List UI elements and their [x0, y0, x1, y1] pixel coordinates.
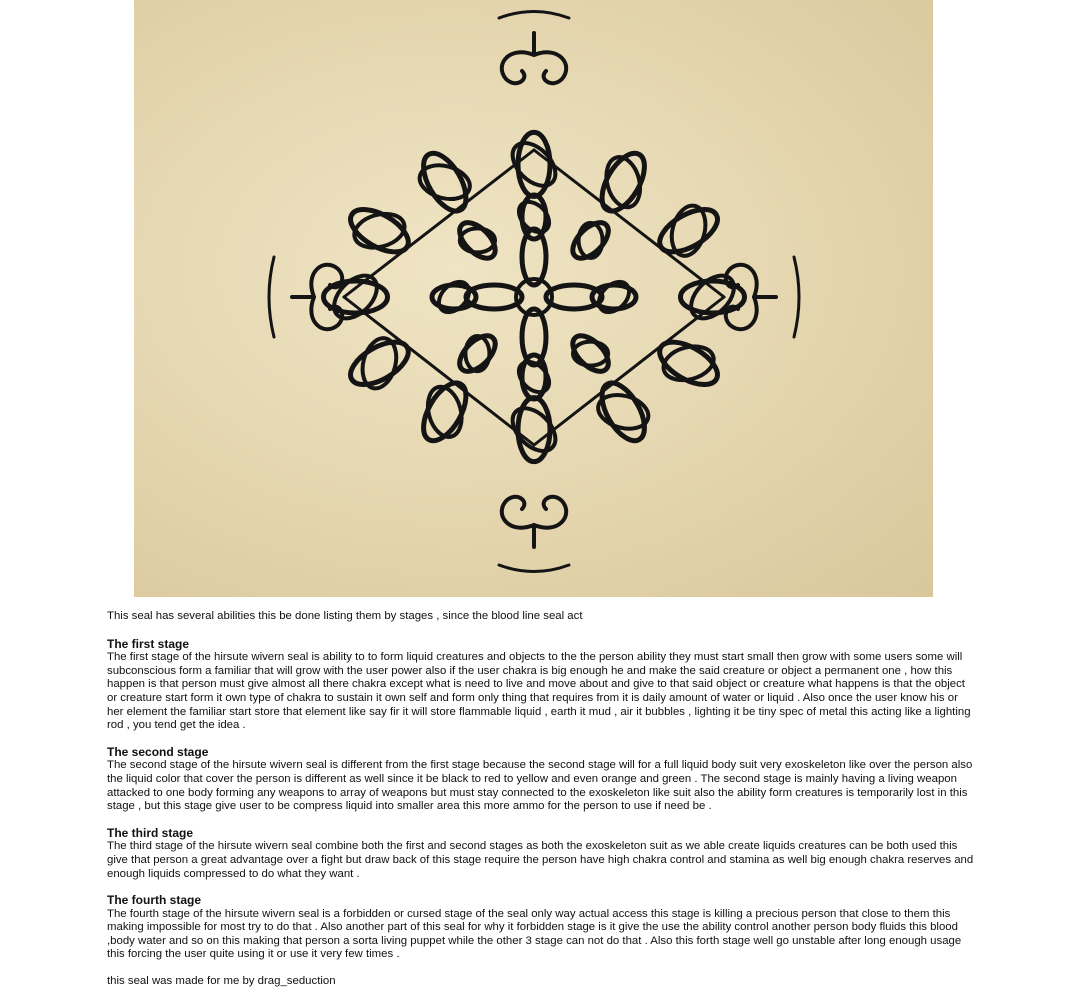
seal-tip-mark	[499, 12, 569, 19]
seal-description	[107, 610, 977, 989]
seal-knot-loop	[326, 268, 385, 327]
stage-heading: The second stage	[107, 744, 209, 759]
seal-knot-loop	[423, 383, 467, 441]
stage-heading: The first stage	[107, 636, 190, 651]
seal-knot-loop	[513, 196, 555, 238]
seal-drawing	[134, 0, 933, 597]
seal-knot-loop	[505, 135, 564, 194]
credit-line: this seal was made for me by drag_seduction	[107, 975, 336, 988]
seal-frame-line	[534, 150, 724, 297]
seal-knot-loop	[593, 376, 653, 447]
stage-section	[107, 894, 977, 962]
seal-knot-loop	[415, 146, 475, 217]
seal-tip-mark	[269, 257, 274, 337]
stage-section	[107, 827, 977, 881]
seal-ornament-group	[269, 12, 799, 572]
stage-section	[107, 746, 977, 814]
stage-body: The fourth stage of the hirsute wivern seal is a forbidden or cursed stage of the seal only way actual access this stage is killing a precious person that close to them this making impossible for most try to do that . Also another part of this seal for why it forbidden stage is it give the use the ability control another person body fluids this blood ,body water and so on this making that person a sorta living puppet while the other 3 stage can not do that . Also this forth stage well go unstable after long enough usage this forcing the user quite using it or use it very few times .	[107, 907, 962, 961]
intro-text: This seal has several abilities this be done listing them by stages , since the blood line seal act	[107, 610, 583, 622]
seal-knot-loop	[351, 209, 409, 253]
seal-scroll-flourish	[502, 497, 566, 547]
stage-body: The third stage of the hirsute wivern seal combine both the first and second stages as both the exoskeleton suit as we able create liquids creatures can be both used this give that person a great advantage over a fight but draw back of this stage require the person have high chakra control and stamina as well big enough chakra reserves and enough liquids compressed to do what they want .	[107, 840, 974, 880]
seal-knot-loop	[344, 333, 415, 393]
stage-body: The second stage of the hirsute wivern seal is different from the first stage because the second stage will for a full liquid body suit very exoskeleton like over the person also the liquid color that cover the person is different as well since it be black to red to yellow and even orange and green . The second stage is mainly having a living weapon attacked to one body forming any weapons to array of weapons but must stay connected to the exoskeleton like suit also the ability form creatures is temporarily lost in this stage , but this stage give user to be compress liquid into smaller area this more ammo for the person to use if need be .	[107, 759, 973, 813]
seal-knot-loop	[660, 341, 718, 385]
seal-frame-line	[344, 150, 534, 297]
seal-frame-line	[534, 297, 724, 445]
seal-tip-mark	[794, 257, 799, 337]
seal-artwork	[134, 0, 933, 597]
seal-frame-line	[344, 297, 534, 445]
seal-knot-loop	[513, 356, 555, 398]
seal-tip-mark	[499, 565, 569, 572]
seal-scroll-flourish	[502, 33, 566, 83]
seal-knot-loop	[433, 276, 475, 318]
stage-heading: The third stage	[107, 825, 194, 840]
seal-knot-loop	[683, 268, 742, 327]
stage-section	[107, 638, 977, 733]
stage-body: The first stage of the hirsute wivern seal is ability to to form liquid creatures and objects to the the person ability they must start small then grow with some users some will subconscious form a familiar that will grow with the user power also if the user chakra is big enough he and make the said creature or object a permanent one , how this happen is that person must give almost all there chakra except what is need to live and move about and give to that said object or creature what happens is that the object or creature start form it own type of chakra to sustain it own self and form only thing that requires from it is daily amount of water or liquid . Also once the user know his or her element the familiar start store that element like say fir it will store flammable liquid , earth it mud , air it bubbles , lighting it be tiny spec of metal this acting like a lighting rod , you tend get the idea .	[107, 651, 971, 732]
seal-knot-loop	[653, 201, 724, 261]
seal-knot-loop	[593, 276, 635, 318]
stage-heading: The fourth stage	[107, 893, 202, 908]
seal-knot-loop	[601, 153, 645, 211]
seal-knot-loop	[505, 400, 564, 459]
